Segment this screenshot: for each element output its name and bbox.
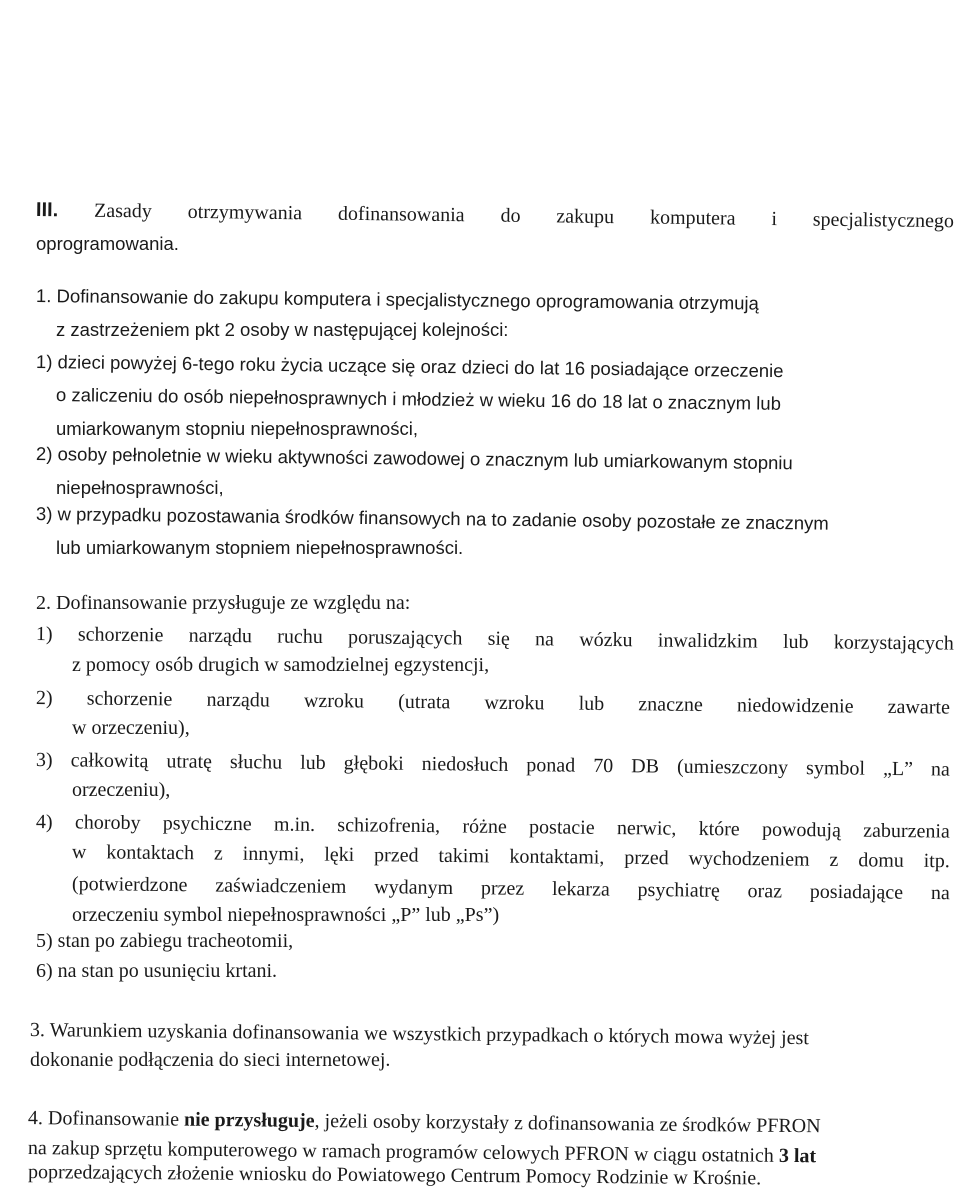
point4-text: , jeżeli osoby korzystały z dofinansowania ze środków PFRON: [314, 1110, 821, 1138]
point1-item1-line1: 1) dzieci powyżej 6-tego roku życia uczące się oraz dzieci do lat 16 posiadające orzeczenie: [35, 351, 784, 382]
text-word: choroby: [74, 811, 141, 835]
text-word: przed: [624, 846, 669, 870]
text-word: 3): [35, 749, 53, 772]
point4-emphasis: 3 lat: [778, 1144, 817, 1168]
text-word: 2): [35, 687, 53, 710]
point4-emphasis: nie przysługuje: [183, 1108, 315, 1133]
text-word: ruchu: [277, 625, 323, 649]
heading-word: do: [500, 204, 521, 227]
text-word: symbol: [805, 757, 866, 780]
text-word: słuchu: [229, 751, 283, 774]
point3-line1: 3. Warunkiem uzyskania dofinansowania we wszystkich przypadkach o których mowa wyżej jest: [29, 1019, 809, 1050]
text-word: (utrata: [398, 690, 451, 714]
text-word: wzroku: [303, 689, 365, 713]
section-number: III.: [35, 199, 59, 222]
point2-item3-line2: orzeczeniu),: [72, 779, 171, 801]
text-word: z: [829, 848, 839, 872]
text-word: zaburzenia: [863, 819, 950, 843]
text-word: niedowidzenie: [736, 694, 854, 718]
point4-text: na zakup sprzętu komputerowego w ramach programów celowych PFRON w ciągu ostatnich: [27, 1137, 779, 1167]
point2-item1-line2: z pomocy osób drugich w samodzielnej egzystencji,: [72, 654, 490, 676]
heading-word: Zasady: [93, 199, 153, 223]
text-word: psychiatrę: [637, 878, 720, 902]
text-word: innymi,: [242, 842, 305, 866]
heading-word: dofinansowania: [337, 202, 465, 227]
text-word: z: [213, 842, 223, 865]
text-word: na: [534, 628, 555, 651]
point4-text: 4. Dofinansowanie: [27, 1107, 185, 1131]
text-word: schizofrenia,: [337, 814, 441, 838]
point2-item1-line1: [36, 622, 954, 656]
point2-item4-line3: [72, 872, 950, 905]
text-word: zawarte: [887, 695, 951, 719]
section-heading: [36, 198, 954, 233]
text-word: różne: [462, 815, 507, 838]
text-word: wózku: [579, 628, 633, 652]
point1-item1-line3: umiarkowanym stopniu niepełnosprawności,: [56, 418, 418, 439]
text-word: powodują: [761, 818, 842, 842]
text-word: takimi: [438, 844, 490, 868]
text-word: kontaktach: [106, 841, 195, 865]
text-word: przez: [480, 877, 525, 900]
heading-word: specjalistycznego: [812, 208, 955, 233]
text-word: utratę: [166, 750, 213, 773]
text-word: domu: [858, 849, 904, 872]
text-word: postacie: [528, 816, 595, 839]
text-word: (umieszczony: [676, 755, 789, 779]
text-word: całkowitą: [70, 749, 149, 773]
text-word: wydanym: [374, 876, 454, 899]
point1-item2-line2: niepełnosprawności,: [56, 477, 224, 498]
text-word: posiadające: [809, 880, 904, 904]
text-word: wzroku: [484, 691, 545, 715]
point2-item4-line4: orzeczeniu symbol niepełnosprawności „P” lub „Ps”): [72, 904, 500, 926]
point1-line1: 1. Dofinansowanie do zakupu komputera i specjalistycznego oprogramowania otrzymują: [35, 285, 759, 314]
text-word: schorzenie: [86, 687, 173, 711]
point2-item4-line1: [36, 810, 950, 844]
text-word: w: [71, 841, 87, 864]
text-word: na: [930, 881, 950, 905]
point2-item4-line2: [72, 840, 950, 873]
text-word: itp.: [923, 849, 950, 873]
point1-item3-line1: 3) w przypadku pozostawania środków finansowych na to zadanie osoby pozostałe ze znacznym: [35, 503, 829, 534]
text-word: lub: [300, 751, 326, 775]
text-word: zaświadczeniem: [215, 874, 347, 898]
text-word: m.in.: [273, 813, 316, 836]
point2-line1: 2. Dofinansowanie przysługuje ze względu na:: [36, 592, 411, 614]
text-word: się: [487, 627, 510, 650]
text-word: kontaktami,: [509, 845, 605, 869]
text-word: schorzenie: [77, 623, 164, 647]
text-word: na: [930, 758, 951, 781]
point4-line1: [28, 1106, 821, 1138]
point1-item3-line2: lub umiarkowanym stopniem niepełnosprawności.: [56, 537, 464, 558]
text-word: nerwic,: [616, 817, 677, 840]
heading-word: otrzymywania: [187, 200, 303, 225]
heading-word: i: [771, 207, 778, 231]
text-word: które: [698, 817, 740, 841]
text-word: lekarza: [551, 878, 610, 901]
text-word: narządu: [188, 624, 253, 648]
point1-item2-line1: 2) osoby pełnoletnie w wieku aktywności zawodowej o znacznym lub umiarkowanym stopniu: [35, 443, 793, 474]
text-word: korzystających: [833, 631, 954, 655]
text-word: oraz: [747, 880, 783, 903]
text-word: znaczne: [638, 693, 703, 716]
text-word: lub: [578, 692, 605, 715]
text-word: narządu: [206, 688, 270, 712]
text-word: „L”: [882, 757, 914, 781]
point4-line3: poprzedzających złożenie wniosku do Powiatowego Centrum Pomocy Rodzinie w Krośnie.: [27, 1161, 762, 1190]
text-word: przed: [374, 844, 419, 867]
point2-item6-line1: 6) na stan po usunięciu krtani.: [36, 960, 278, 982]
text-word: głęboki: [343, 752, 404, 775]
text-word: poruszających: [347, 626, 463, 650]
text-word: ponad: [526, 754, 576, 777]
text-word: DB: [631, 755, 660, 778]
point2-item3-line1: [36, 748, 950, 782]
point1-line2: z zastrzeżeniem pkt 2 osoby w następującej kolejności:: [56, 319, 509, 340]
text-word: 70: [593, 754, 614, 778]
heading-word: komputera: [649, 206, 736, 230]
text-word: psychiczne: [162, 812, 252, 836]
text-word: 4): [35, 811, 53, 834]
point2-item5-line1: 5) stan po zabiegu tracheotomii,: [36, 930, 294, 952]
point2-item2-line1: [36, 686, 950, 720]
text-word: 1): [35, 623, 53, 646]
text-word: niedosłuch: [421, 753, 509, 776]
text-word: lęki: [324, 843, 355, 866]
heading-word: zakupu: [556, 205, 615, 229]
text-word: lub: [782, 630, 809, 654]
section-heading-line2: oprogramowania.: [36, 233, 179, 254]
text-word: inwalidzkim: [657, 629, 758, 653]
text-word: (potwierdzone: [71, 873, 188, 897]
text-word: wychodzeniem: [688, 847, 810, 871]
point1-item1-line2: o zaliczeniu do osób niepełnosprawnych i młodzież w wieku 16 do 18 lat o znacznym lub: [55, 384, 782, 414]
point2-item2-line2: w orzeczeniu),: [72, 717, 190, 739]
point3-line2: dokonanie podłączenia do sieci internetowej.: [30, 1049, 391, 1071]
